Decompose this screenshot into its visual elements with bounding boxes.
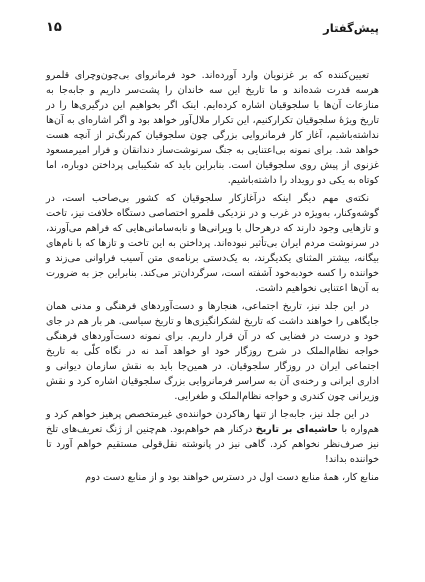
paragraph-3: در این جلد نیز، تاریخ اجتماعی، هنجارها و دست‌آوردهای فرهنگی و مدنی همان جایگاهی را خواهند داشت که تاریخ لشکرانگیزی‌ها و تاریخ سیاسی. هر بار هم در جای خود و درست در فضایی که در آن قرار داریم. برای نمونه دست‌آوردهای فرهنگی خواجه نظام‌الملک در شرح روزگار خود او خواهد آمد نه در نگاه کلّی به تاریخ اجتماعی ایران در روزگار سلجوقیان. در همین‌جا باید به نقش سازمان دیوانی و اداری ایرانی و رخنه‌ی آن به سراسر فرمانروایی بزرگ سلجوقیان اشاره کرد و نقش وزیرانی چون کندری و خواجه نظام‌الملک و طغرایی. bbox=[46, 301, 379, 402]
page-number: ۱۵ bbox=[46, 20, 62, 35]
paragraph-4 bbox=[46, 407, 379, 467]
paragraph-2: نکته‌ی مهم دیگر اینکه درآغازکار سلجوقیان که کشور بی‌صاحب است، در گوشه‌وکنار، به‌ویژه در غرب و در نزدیکی قلمرو اختصاصی دستگاه خلافت نیز، تاخت و تازهایی وجود دارند که درهرحال با ویرانی‌ها و نابه‌سامانی‌هایی که فراهم می‌آورند، در سرنوشت مردم ایران بی‌تأثیر نبوده‌اند. پرداختن به این تاخت و تازها که با نام‌های بیگانه، بیشتر المثنای یکدیگرند، به یک‌دستی برنامه‌ی متن آسیب فراوانی می‌زند و خواننده را کسه خودبه‌خود آشفته است، سرگردان‌تر می‌کند. بنابراین جز به ضرورت به آن‌ها اعتنایی نخواهیم داشت. bbox=[46, 193, 379, 294]
paragraph-4-text-start: در این جلد نیز، جابه‌جا از تنها رهاکردن خواننده‌ی غیرمتخصص پرهیز خواهم کرد و هم‌واره با bbox=[46, 409, 379, 435]
paragraph-5: منابع کار، همهٔ منابع دست اول در دسترس خواهند بود و از منابع دست دوم bbox=[85, 472, 379, 483]
paragraph-4-text-end: درکنار هم خواهم‌بود. هم‌چنین از ژنگ تعریف‌های تلخ نیز صرف‌نظر نخواهم کرد. گاهی نیز در پانوشته نقل‌قولی مستقیم خواهم آورد تا خواننده بداند! bbox=[46, 424, 379, 465]
body-text bbox=[46, 68, 379, 488]
paragraph-1: تعیین‌کننده که بر غزنویان وارد آورده‌اند. خود فرمانروای بی‌چون‌وچرای قلمرو هرسه قدرت شده‌اند و ما تاریخ این سه خاندان را پشت‌سر داریم و جابه‌جا به منازعات آن‌ها با سلجوقیان اشاره کرده‌ایم. اینک اگر بخواهیم این درگیری‌ها را در تاریخ ویژهٔ سلجوقیان تکرارکنیم، این تکرار ملال‌آور خواهد بود و اگر اشاره‌ای به آن‌ها نداشته‌باشیم، آغاز کار فرمانروایی بزرگی چون سلجوقیان کم‌رنگ‌تر از آنچه هست خواهد شد. برای نمونه بی‌اعتنایی به جنگ سرنوشت‌ساز دندانقان و فرار امیرمسعود غزنوی از پیش روی سلجوقیان است. بنابراین باید که شکیبایی پرداختن دوباره، اما کوتاه به یکی دو رویداد را داشته‌باشیم. bbox=[46, 70, 379, 186]
bold-phrase: حاشیه‌ای بر تاریخ bbox=[255, 424, 338, 435]
running-head: پیش‌گفتار bbox=[323, 21, 379, 35]
